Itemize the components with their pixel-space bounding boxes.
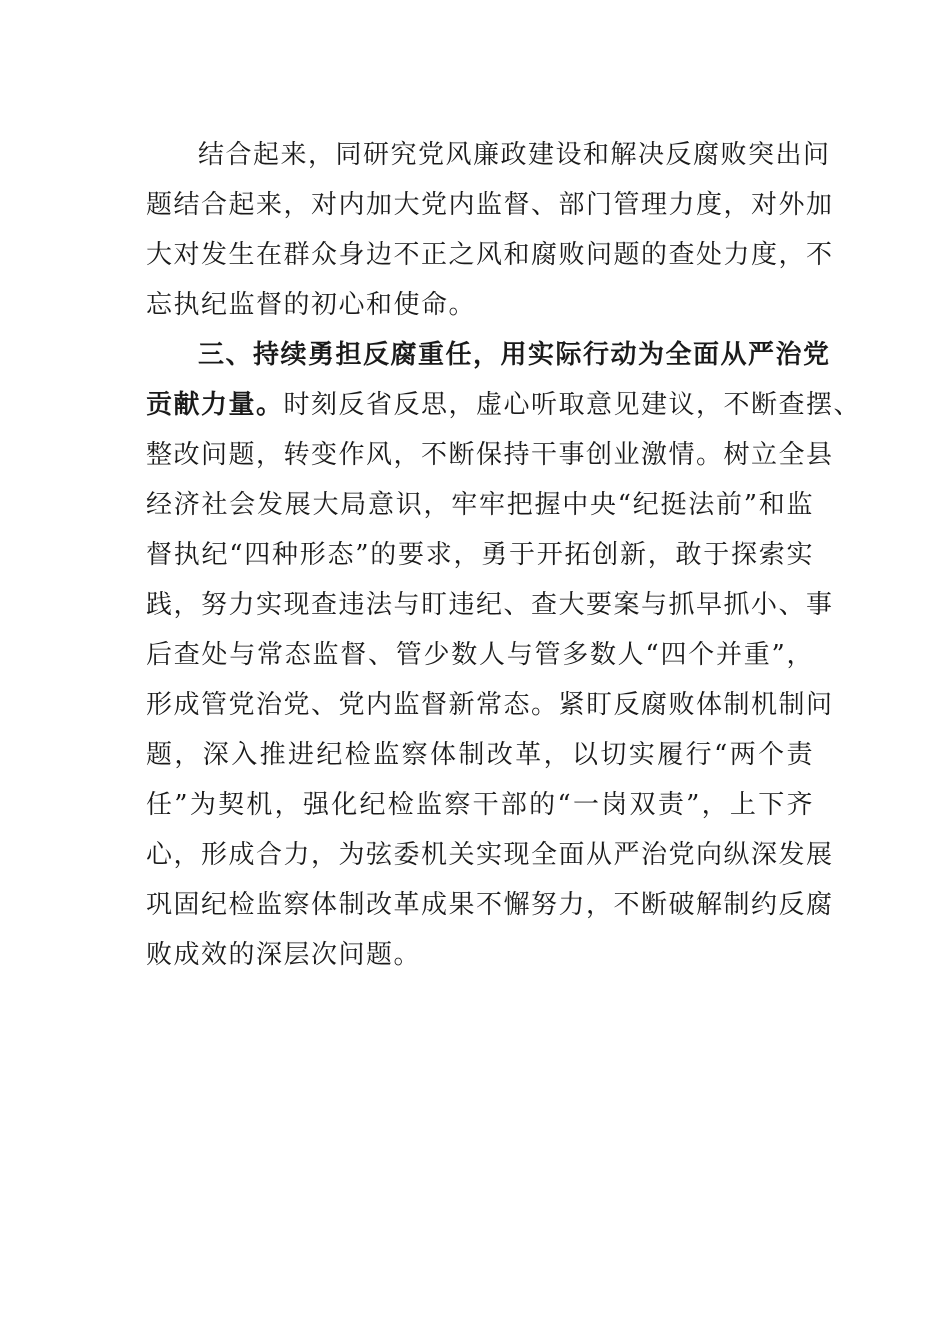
paragraph-line: 大对发生在群众身边不正之风和腐败问题的查处力度，不 bbox=[146, 240, 834, 270]
paragraph-line: 整改问题，转变作风，不断保持干事创业激情。树立全县 bbox=[146, 440, 834, 470]
section-heading: 三、持续勇担反腐重任，用实际行动为全面从严治党 bbox=[198, 340, 831, 370]
paragraph-line: 后查处与常态监督、管少数人与管多数人“四个并重”， bbox=[146, 640, 814, 670]
document-body bbox=[146, 130, 862, 980]
paragraph-line: 败成效的深层次问题。 bbox=[146, 940, 422, 970]
paragraph-line: 任”为契机，强化纪检监察干部的“一岗双责”，上下齐 bbox=[146, 790, 814, 820]
paragraph-line: 践，努力实现查违法与盯违纪、查大要案与抓早抓小、事 bbox=[146, 590, 834, 620]
paragraph-line: 巩固纪检监察体制改革成果不懈努力，不断破解制约反腐 bbox=[146, 890, 834, 920]
paragraph-line: 心，形成合力，为弦委机关实现全面从严治党向纵深发展 bbox=[146, 840, 834, 870]
paragraph-line: 督执纪“四种形态”的要求，勇于开拓创新，敢于探索实 bbox=[146, 540, 814, 570]
paragraph-line: 结合起来，同研究党风廉政建设和解决反腐败突出问 bbox=[198, 140, 831, 170]
paragraph-line: 忘执纪监督的初心和使命。 bbox=[146, 290, 477, 320]
paragraph-line bbox=[146, 380, 862, 430]
paragraph-line: 题，深入推进纪检监察体制改革，以切实履行“两个责 bbox=[146, 740, 814, 770]
paragraph-line: 形成管党治党、党内监督新常态。紧盯反腐败体制机制问 bbox=[146, 690, 834, 720]
paragraph-line: 题结合起来，对内加大党内监督、部门管理力度，对外加 bbox=[146, 190, 834, 220]
section-heading-continuation: 贡献力量。 bbox=[146, 390, 284, 420]
paragraph-text: 时刻反省反思，虚心听取意见建议，不断查摆、 bbox=[283, 390, 862, 420]
paragraph-line: 经济社会发展大局意识，牢牢把握中央“纪挺法前”和监 bbox=[146, 490, 814, 520]
